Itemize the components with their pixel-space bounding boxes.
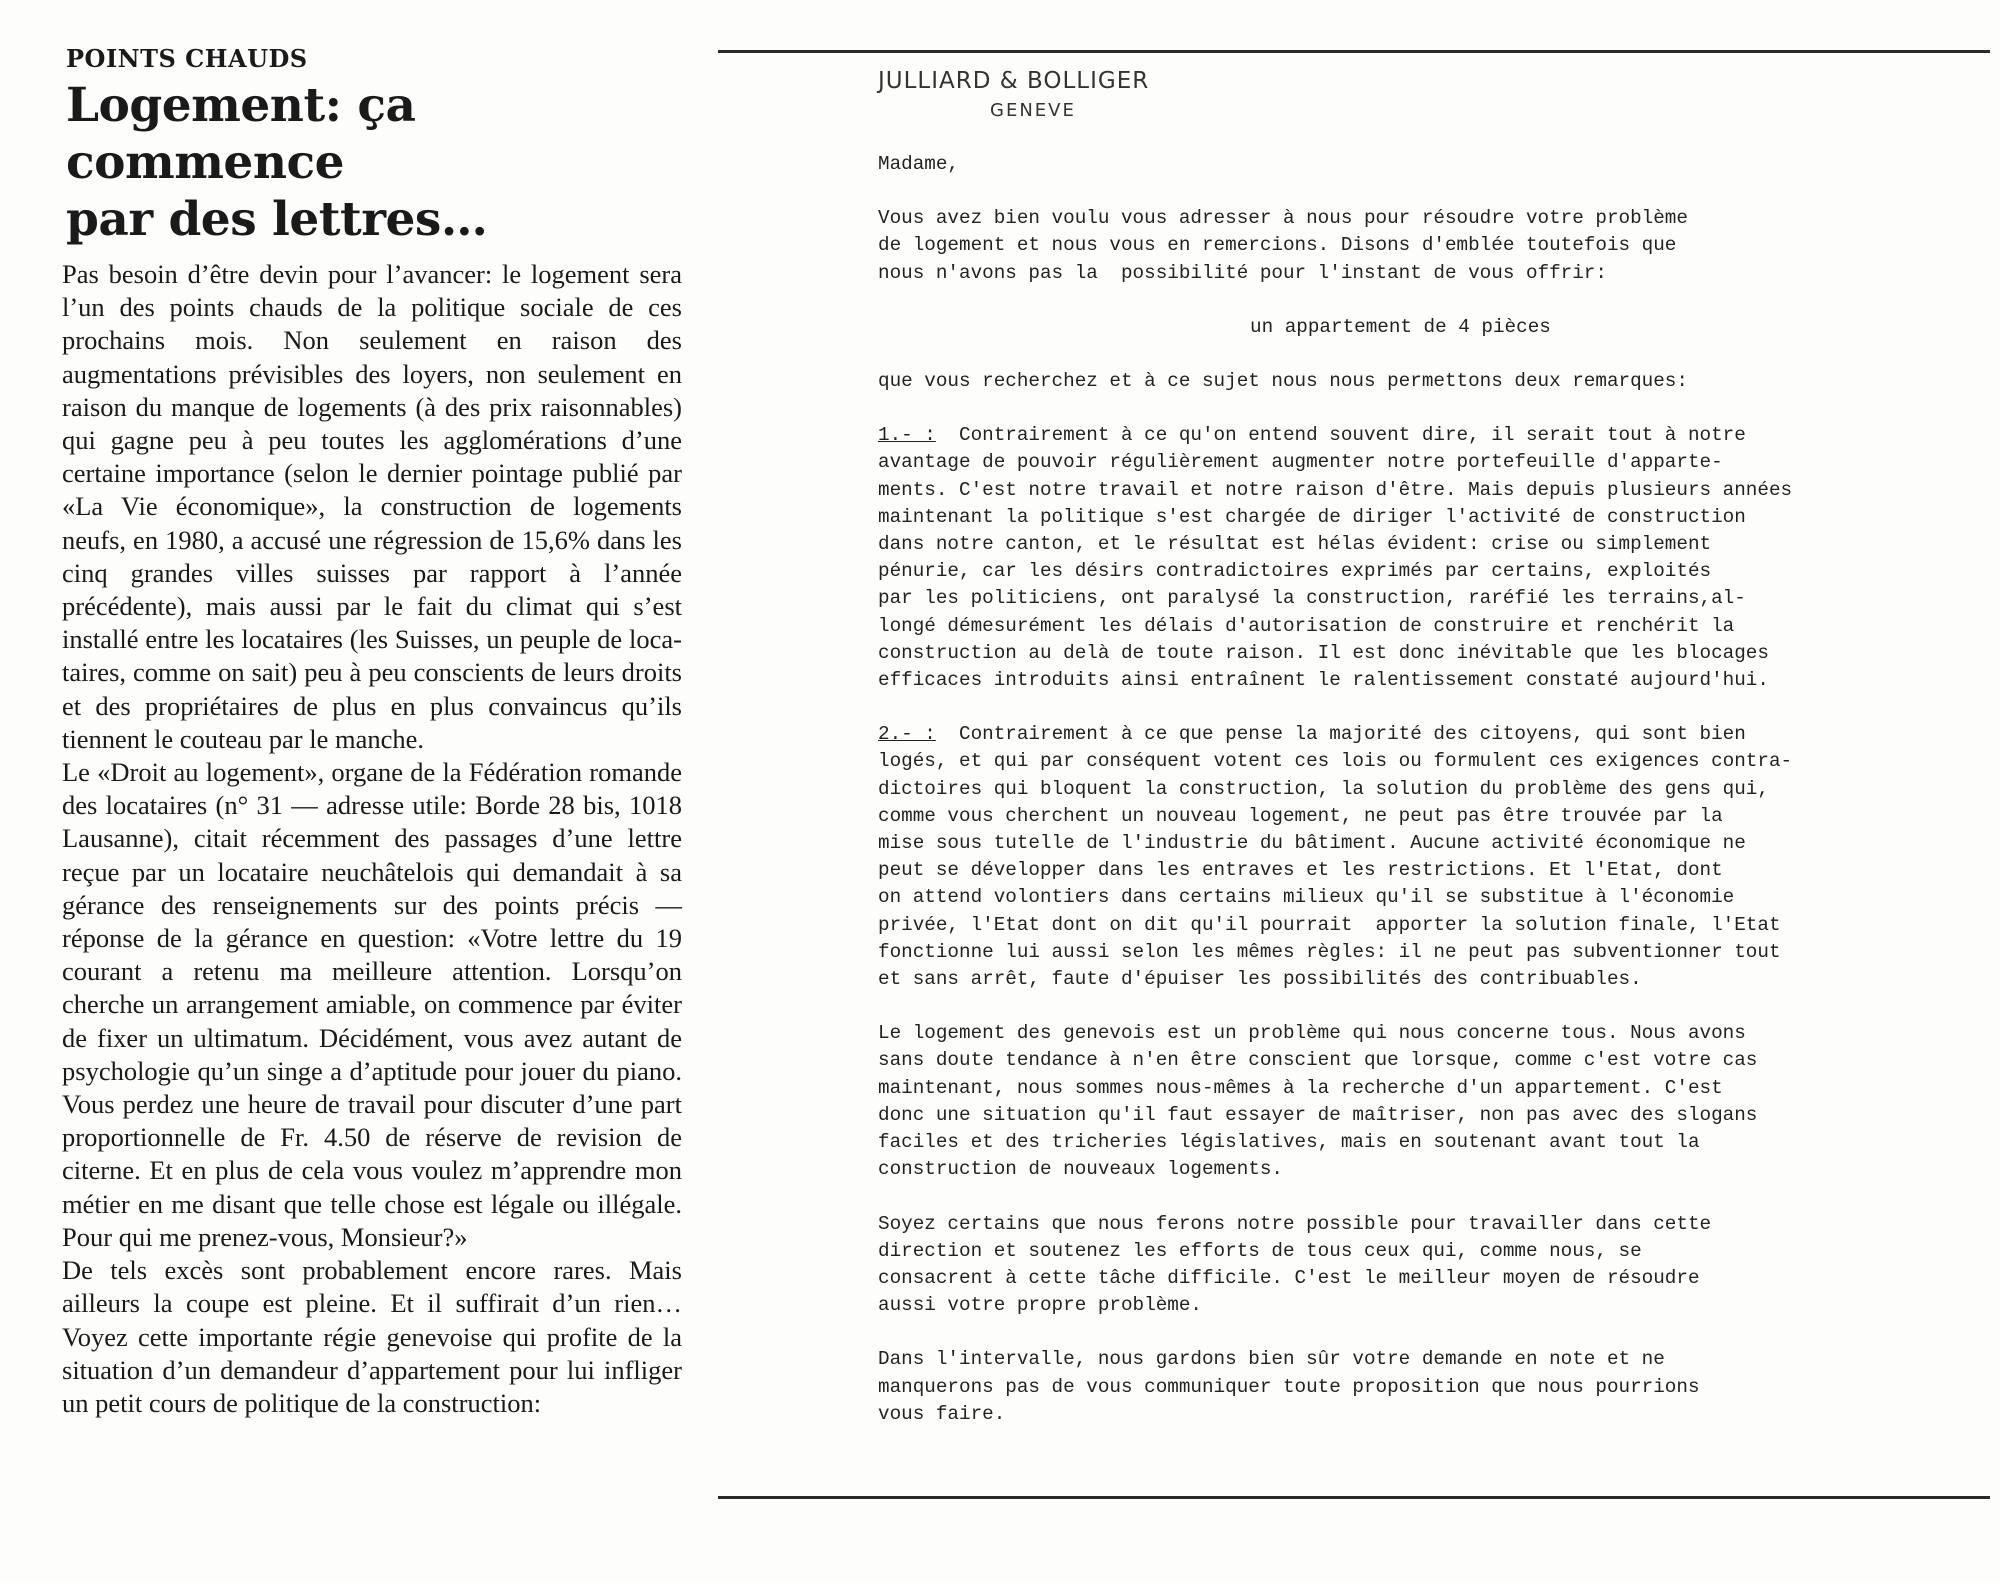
article-paragraph-1: Pas besoin d’être devin pour l’avancer: le logement sera l’un des points chauds de la politique sociale de ces prochains mois. Non seulement en raison des augmentations prévisibles des loyers, non seulement en raison du manque de logements (à des prix raisonnables) qui gagne peu à peu toutes les agglomérations d’une certaine importance (selon le dernier pointage publié par «La Vie économique», la construction de logements neufs, en 1980, a accusé une régression de 15,6% dans les cinq grandes villes suisses par rapport à l’année précédente), mais aussi par le fait du climat qui s’est installé entre les locataires (les Suisses, un peuple de locataires, comme on sait) peu à peu conscients de leurs droits et des propriétaires de plus en plus convaincus qu’ils tiennent le couteau par le manche. xyxy=(62,259,682,754)
letter-line: faciles et des tricheries législatives, mais en soutenant avant tout la xyxy=(878,1131,1700,1154)
letter-requested-apartment: un appartement de 4 pièces xyxy=(1250,315,1551,338)
letter-point-1 xyxy=(878,422,1978,694)
letter-line: nous n'avons pas la possibilité pour l'instant de vous offrir: xyxy=(878,261,1607,284)
letter-line: donc une situation qu'il faut essayer de maîtriser, non pas avec des slogans xyxy=(878,1103,1758,1126)
letter-line: efficaces introduits ainsi entraînent le ralentissement constaté aujourd'hui. xyxy=(878,669,1769,692)
letter-paragraph-5 xyxy=(878,1346,1978,1428)
letter-line: Soyez certains que nous ferons notre possible pour travailler dans cette xyxy=(878,1212,1712,1235)
section-kicker: POINTS CHAUDS xyxy=(66,44,308,73)
letter-line: mise sous tutelle de l'industrie du bâtiment. Aucune activité économique ne xyxy=(878,832,1746,855)
headline-line-2: par des lettres… xyxy=(66,192,488,247)
letter-line: comme vous cherchent un nouveau logement, ne peut pas être trouvée par la xyxy=(878,804,1723,827)
letter-line: longé démesurément les délais d'autorisation de construire et renchérit la xyxy=(878,614,1735,637)
letter-paragraph-4 xyxy=(878,1211,1978,1320)
letter-line: Vous avez bien voulu vous adresser à nous pour résoudre votre problème xyxy=(878,207,1688,230)
letter-line: sans doute tendance à n'en être conscient que lorsque, comme c'est votre cas xyxy=(878,1049,1758,1072)
letter-line: Le logement des genevois est un problème qui nous concerne tous. Nous avons xyxy=(878,1022,1746,1045)
letter-line: aussi votre propre problème. xyxy=(878,1294,1202,1317)
article-headline xyxy=(66,77,682,248)
letter-line: on attend volontiers dans certains milieux qu'il se substitue à l'économie xyxy=(878,886,1735,909)
letter-intro xyxy=(878,205,1978,287)
letter-salutation: Madame, xyxy=(878,153,959,175)
letter-top-rule xyxy=(718,50,1990,53)
letter-line: vous faire. xyxy=(878,1402,1006,1425)
letter-line: et sans arrêt, faute d'épuiser les possibilités des contribuables. xyxy=(878,968,1642,991)
letter-line: Contrairement à ce qu'on entend souvent dire, il serait tout à notre xyxy=(935,424,1746,447)
letterhead-city: GENEVE xyxy=(990,100,1076,121)
letter-line: avantage de pouvoir régulièrement augmenter notre portefeuille d'apparte- xyxy=(878,451,1723,474)
letter-line: manquerons pas de vous communiquer toute proposition que nous pourrions xyxy=(878,1375,1700,1398)
point-2-number: 2.- : xyxy=(878,723,936,746)
letter-line: Contrairement à ce que pense la majorité des citoyens, qui sont bien xyxy=(935,723,1746,746)
reproduced-letter xyxy=(878,68,1978,1428)
letter-line: direction et soutenez les efforts de tous ceux qui, comme nous, se xyxy=(878,1239,1642,1262)
letter-line: consacrent à cette tâche difficile. C'est le meilleur moyen de résoudre xyxy=(878,1266,1700,1289)
letter-line: Dans l'intervalle, nous gardons bien sûr votre demande en note et ne xyxy=(878,1348,1665,1371)
letter-lead-line: que vous recherchez et à ce sujet nous nous permettons deux remarques: xyxy=(878,370,1688,393)
article-paragraph-3: De tels excès sont probablement encore rares. Mais ailleurs la coupe est pleine. Et il suffirait d’un rien… Voyez cette importante régie genevoise qui profite de la situation d’un demandeur d’appartement pour lui infliger un petit cours de politique de la construction: xyxy=(62,1255,682,1418)
letter-bottom-rule xyxy=(718,1496,1990,1499)
letter-line: construction au delà de toute raison. Il est donc inévitable que les blocages xyxy=(878,641,1769,664)
letterhead-company: JULLIARD & BOLLIGER xyxy=(878,68,1150,94)
letter-point-2 xyxy=(878,721,1978,993)
letter-line: logés, et qui par conséquent votent ces lois ou formulent ces exigences contra- xyxy=(878,750,1793,773)
letter-paragraph-3 xyxy=(878,1020,1978,1183)
letter-line: par les politiciens, ont paralysé la construction, raréfié les terrains,al- xyxy=(878,587,1746,610)
letter-line: fonctionne lui aussi selon les mêmes règles: il ne peut pas subventionner tout xyxy=(878,940,1781,963)
letter-line: dictoires qui bloquent la construction, la solution du problème des gens qui, xyxy=(878,777,1769,800)
letter-line: peut se développer dans les entraves et les restrictions. Et l'Etat, dont xyxy=(878,859,1723,882)
letter-line: maintenant, nous sommes nous-mêmes à la recherche d'un appartement. C'est xyxy=(878,1076,1723,1099)
point-1-number: 1.- : xyxy=(878,424,936,447)
letter-line: ments. C'est notre travail et notre raison d'être. Mais depuis plusieurs années xyxy=(878,478,1793,501)
headline-line-1: Logement: ça commence xyxy=(66,78,416,190)
letter-line: privée, l'Etat dont on dit qu'il pourrait apporter la solution finale, l'Etat xyxy=(878,913,1781,936)
letter-line: de logement et nous vous en remercions. Disons d'emblée toutefois que xyxy=(878,234,1677,257)
letter-line: dans notre canton, et le résultat est hélas évident: crise ou simplement xyxy=(878,533,1712,556)
letter-line: pénurie, car les désirs contradictoires exprimés par certains, exploités xyxy=(878,560,1712,583)
article-column xyxy=(62,44,682,1420)
letter-line: maintenant la politique s'est chargée de diriger l'activité de construction xyxy=(878,505,1746,528)
article-paragraph-2: Le «Droit au logement», organe de la Fédération romande des locataires (n° 31 — adresse utile: Borde 28 bis, 1018 Lausanne), citait récemment des passages d’une lettre reçue par un locataire neuchâtelois qui demandait à sa gérance des renseignements sur des points précis — réponse de la gérance en question: «Votre lettre du 19 courant a retenu ma meilleure attention. Lorsqu’on cherche un arrangement amiable, on commence par éviter de fixer un ultimatum. Décidément, vous avez autant de psychologie qu’un singe a d’aptitude pour jouer du piano. Vous perdez une heure de travail pour discuter d’une part proportionnelle de Fr. 4.50 de réserve de revision de citerne. Et en plus de cela vous voulez m’apprendre mon métier en me disant que telle chose est légale ou illégale. Pour qui me prenez-vous, Monsieur?» xyxy=(62,757,682,1252)
letter-line: construction de nouveaux logements. xyxy=(878,1158,1283,1181)
